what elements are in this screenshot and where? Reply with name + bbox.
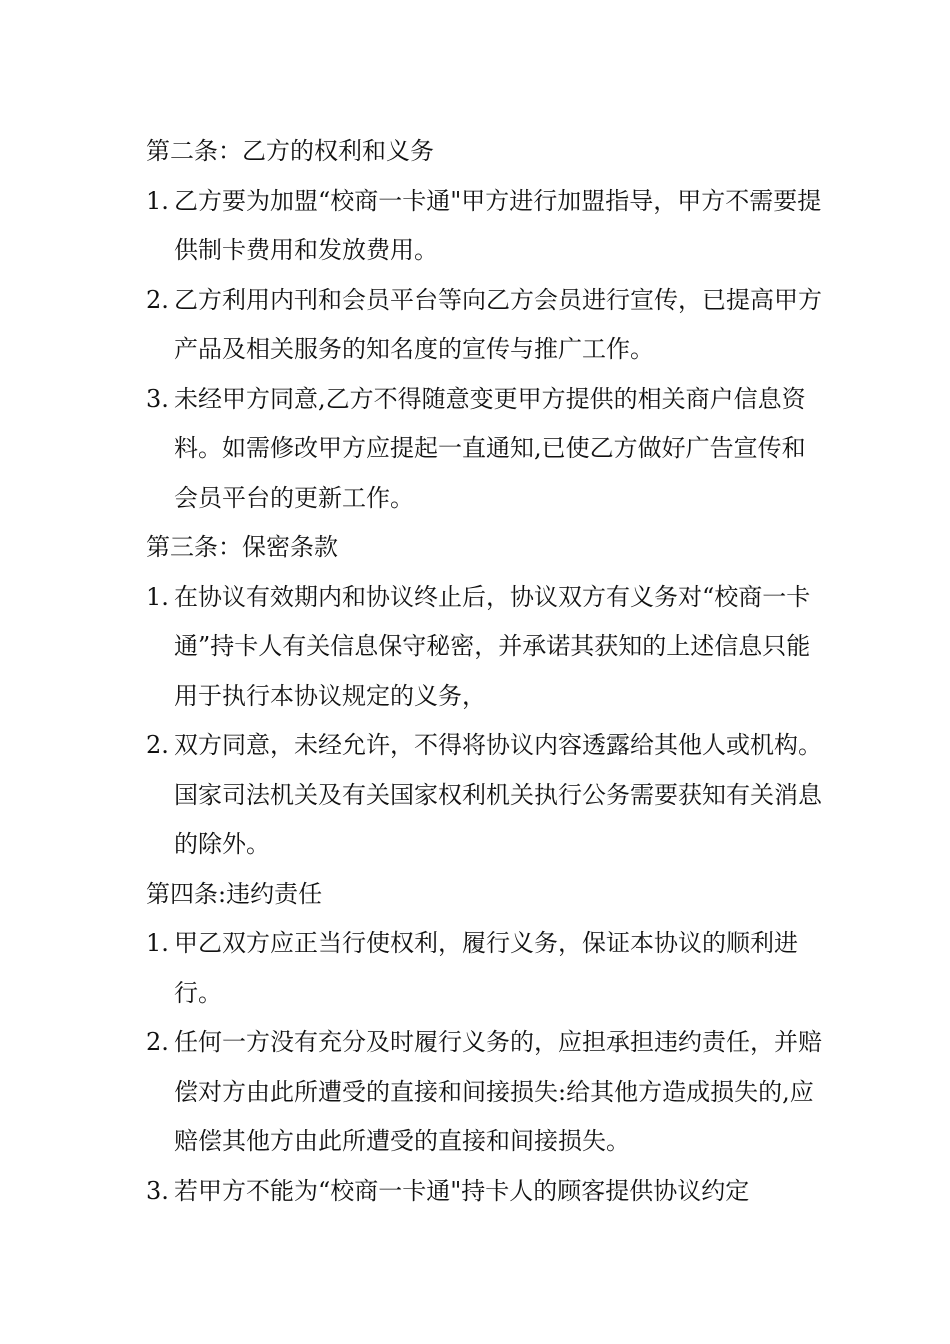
document-body	[146, 127, 826, 1216]
section-article-2	[146, 127, 826, 523]
section-article-4	[146, 870, 826, 1217]
list-item-number: 3.	[146, 1176, 169, 1205]
section-article-3	[146, 523, 826, 870]
list-item	[146, 1167, 826, 1217]
list-item-number: 2.	[146, 285, 169, 314]
list-item-number: 1.	[146, 929, 169, 957]
list-item-number: 3.	[146, 384, 169, 413]
list-item-text: 甲乙双方应正当行使权利，履行义务，保证本协议的顺利进行。	[174, 929, 798, 1007]
list-item	[146, 573, 826, 722]
section-heading: 第二条：乙方的权利和义务	[146, 137, 434, 165]
list-item-text: 在协议有效期内和协议终止后，协议双方有义务对“校商一卡通”持卡人有关信息保守秘密，并承诺其获知的上述信息只能用于执行本协议规定的义务，	[174, 582, 811, 710]
list-item-text: 若甲方不能为“校商一卡通"持卡人的顾客提供协议约定	[174, 1176, 750, 1205]
list-item-text: 任何一方没有充分及时履行义务的，应担承担违约责任，并赔偿对方由此所遭受的直接和间接损失:给其他方造成损失的,应赔偿其他方由此所遭受的直接和间接损失。	[174, 1028, 822, 1155]
list-item-number: 2.	[146, 731, 169, 759]
list-item	[146, 919, 826, 1018]
list-item-number: 1.	[146, 186, 169, 215]
list-item-text: 乙方利用内刊和会员平台等向乙方会员进行宣传，已提高甲方产品及相关服务的知名度的宣传与推广工作。	[174, 285, 822, 363]
list-item	[146, 375, 826, 524]
list-item-text: 未经甲方同意,乙方不得随意变更甲方提供的相关商户信息资料。如需修改甲方应提起一直通知,已使乙方做好广告宣传和会员平台的更新工作。	[174, 384, 806, 512]
list-item	[146, 177, 826, 276]
list-item	[146, 1018, 826, 1167]
list-item-text: 双方同意，未经允许，不得将协议内容透露给其他人或机构。国家司法机关及有关国家权利机关执行公务需要获知有关消息的除外。	[174, 731, 822, 858]
list-item	[146, 721, 826, 870]
list-item	[146, 276, 826, 375]
list-item-number: 1.	[146, 582, 169, 611]
section-heading: 第三条：保密条款	[146, 533, 338, 561]
list-item-number: 2.	[146, 1028, 169, 1056]
list-item-text: 乙方要为加盟“校商一卡通"甲方进行加盟指导，甲方不需要提供制卡费用和发放费用。	[174, 186, 822, 264]
section-heading: 第四条:违约责任	[146, 879, 323, 908]
